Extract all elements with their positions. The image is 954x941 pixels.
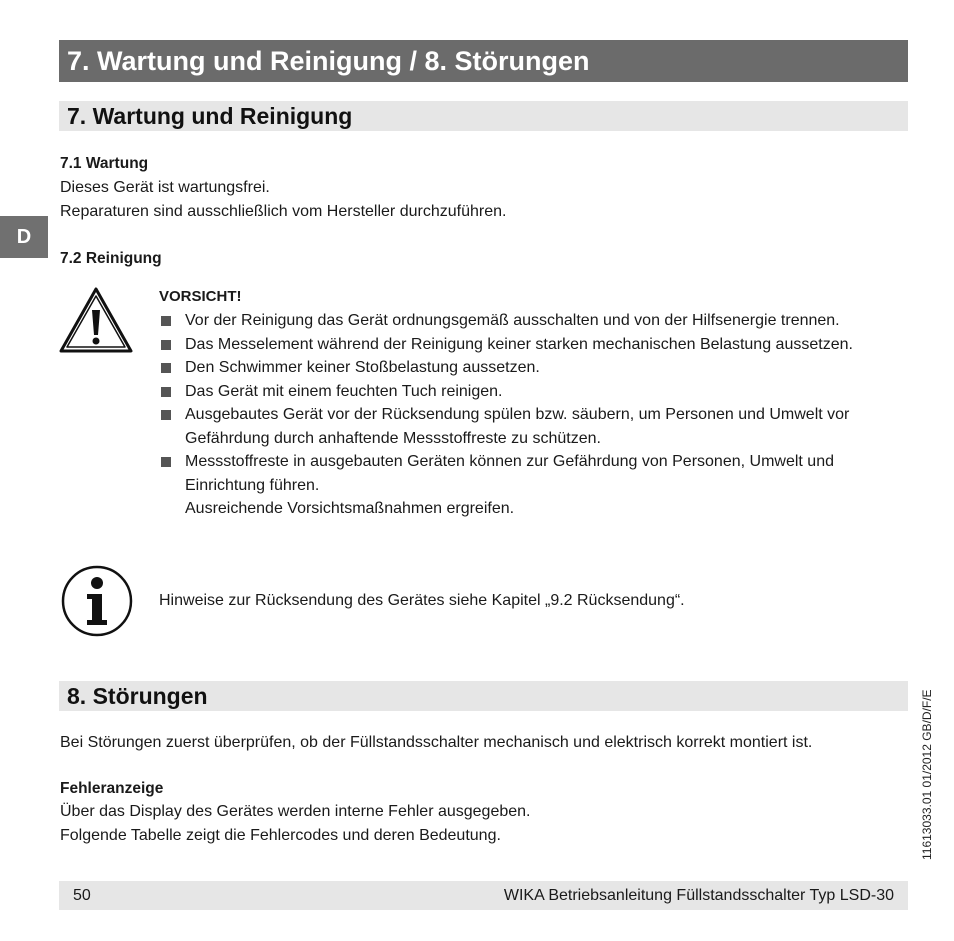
warning-title: VORSICHT!	[159, 288, 242, 305]
bullet-square-icon	[161, 340, 171, 350]
list-item-text: Das Gerät mit einem feuchten Tuch reinigen.	[185, 382, 503, 400]
page-number: 50	[73, 887, 91, 904]
subsection-reinigung-title: 7.2 Reinigung	[60, 250, 162, 267]
language-tab: D	[0, 216, 48, 258]
document-code: 11613033.01 01/2012 GB/D/F/E	[920, 689, 934, 860]
list-item	[159, 403, 904, 450]
list-item-text: Messstoffreste in ausgebauten Geräten können zur Gefährdung von Personen, Umwelt und Einrichtung führen.	[185, 453, 834, 494]
list-item	[159, 309, 904, 333]
wartung-line-1: Dieses Gerät ist wartungsfrei.	[60, 179, 270, 196]
bullet-square-icon	[161, 387, 171, 397]
list-item	[159, 450, 904, 521]
list-item-extra-text: Ausreichende Vorsichtsmaßnahmen ergreifen.	[185, 500, 515, 517]
fehler-line-2: Folgende Tabelle zeigt die Fehlercodes und deren Bedeutung.	[60, 827, 501, 844]
section-8-header: 8. Störungen	[59, 681, 908, 711]
list-item-text: Das Messelement während der Reinigung keiner starken mechanischen Belastung aussetzen.	[185, 335, 853, 353]
footer-doc-title: WIKA Betriebsanleitung Füllstandsschalter Typ LSD-30	[503, 887, 894, 904]
fehleranzeige-title: Fehleranzeige	[60, 780, 164, 797]
bullet-square-icon	[161, 457, 171, 467]
bullet-square-icon	[161, 316, 171, 326]
bullet-square-icon	[161, 410, 171, 420]
wartung-line-2: Reparaturen sind ausschließlich vom Hersteller durchzuführen.	[60, 203, 507, 220]
section-7-header: 7. Wartung und Reinigung	[59, 101, 908, 131]
page-footer	[59, 881, 908, 910]
list-item-text: Den Schwimmer keiner Stoßbelastung aussetzen.	[185, 359, 540, 376]
list-item	[159, 333, 904, 357]
bullet-square-icon	[161, 363, 171, 373]
info-text: Hinweise zur Rücksendung des Gerätes siehe Kapitel „9.2 Rücksendung“.	[159, 592, 685, 609]
warning-bullet-list	[159, 309, 904, 521]
fehler-line-1: Über das Display des Gerätes werden interne Fehler ausgegeben.	[60, 803, 531, 820]
list-item-text: Ausgebautes Gerät vor der Rücksendung spülen bzw. säubern, um Personen und Umwelt vor Gefährdung durch anhaftende Messstoffreste zu schützen.	[185, 406, 850, 447]
warning-triangle-icon	[58, 286, 134, 354]
list-item	[159, 380, 904, 404]
list-item	[159, 356, 904, 380]
subsection-wartung-title: 7.1 Wartung	[60, 155, 149, 172]
main-header: 7. Wartung und Reinigung / 8. Störungen	[59, 40, 908, 82]
info-icon	[61, 565, 133, 637]
section-8-intro: Bei Störungen zuerst überprüfen, ob der Füllstandsschalter mechanisch und elektrisch korrekt montiert ist.	[60, 734, 813, 751]
list-item-text: Vor der Reinigung das Gerät ordnungsgemäß ausschalten und von der Hilfsenergie trennen.	[185, 312, 840, 329]
